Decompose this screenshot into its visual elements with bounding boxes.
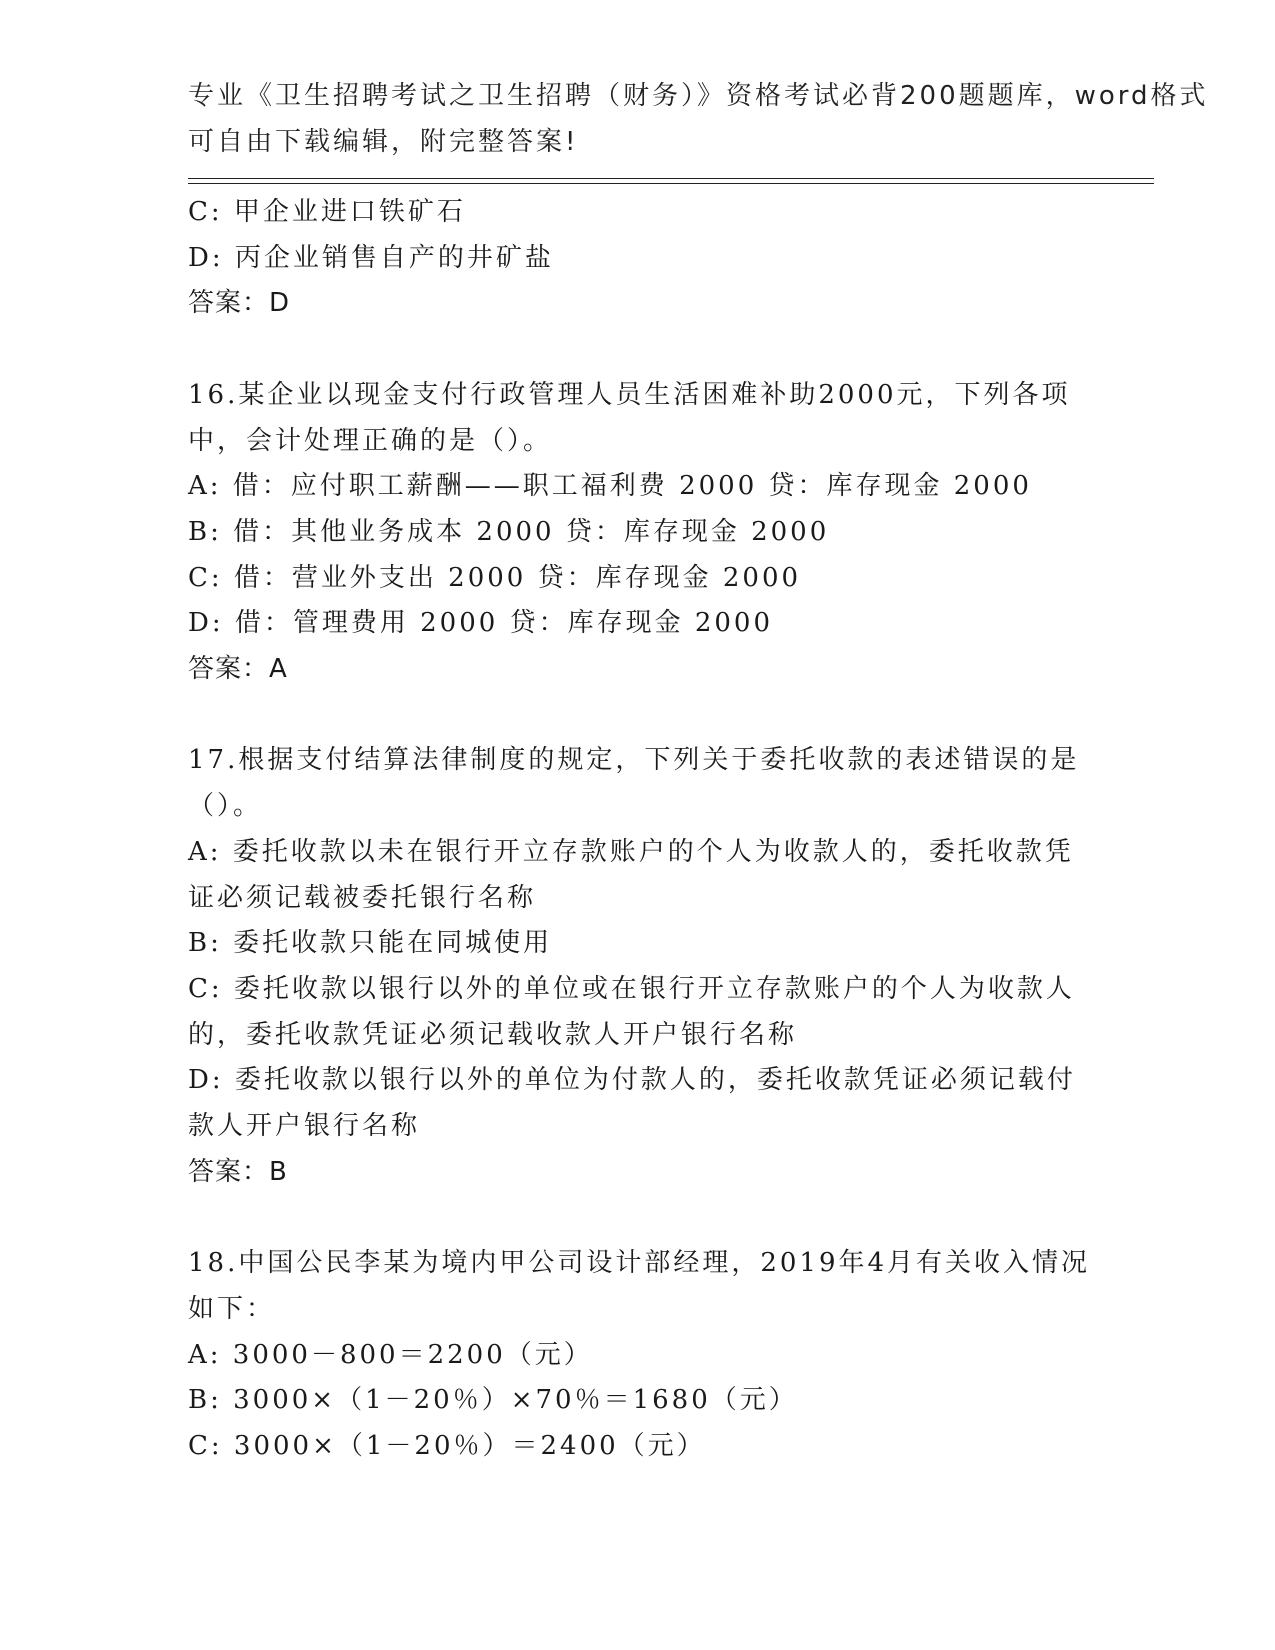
- header-line-2: 可自由下载编辑，附完整答案!: [188, 126, 579, 157]
- question-stem: 18.中国公民李某为境内甲公司设计部经理，2019年4月有关收入情况: [188, 1248, 1091, 1279]
- header-line-1: 专业《卫生招聘考试之卫生招聘（财务）》资格考试必背200题题库，word格式: [188, 81, 1209, 111]
- question-18: [188, 1241, 1091, 1470]
- answer: 答案：A: [188, 654, 288, 685]
- option-c: C: 借：营业外支出 2000 贷：库存现金 2000: [188, 562, 802, 593]
- option-d: D: 委托收款以银行以外的单位为付款人的，委托收款凭证必须记载付: [188, 1065, 1076, 1096]
- spacer: [188, 693, 1088, 739]
- header-divider-top: [188, 178, 1154, 179]
- answer: 答案：B: [188, 1156, 288, 1187]
- option-c: C: 甲企业进口铁矿石: [188, 197, 466, 227]
- option-c: C: 委托收款以银行以外的单位或在银行开立存款账户的个人为收款人: [188, 973, 1075, 1004]
- option-d: D: 借：管理费用 2000 贷：库存现金 2000: [188, 608, 774, 639]
- spacer: [188, 327, 1088, 373]
- question-stem-cont: 中，会计处理正确的是（）。: [188, 425, 553, 456]
- question-list: [188, 190, 1091, 1470]
- option-a: A: 委托收款以未在银行开立存款账户的个人为收款人的，委托收款凭: [188, 836, 1074, 867]
- question-stem-cont: 如下：: [188, 1293, 276, 1324]
- question-stem: 16.某企业以现金支付行政管理人员生活困难补助2000元，下列各项: [188, 379, 1071, 410]
- question-16: [188, 373, 1088, 693]
- option-b: B: 委托收款只能在同城使用: [188, 928, 553, 959]
- question-stem: 17.根据支付结算法律制度的规定，下列关于委托收款的表述错误的是: [188, 745, 1080, 776]
- option-c-cont: 的，委托收款凭证必须记载收款人开户银行名称: [188, 1019, 798, 1050]
- option-d-cont: 款人开户银行名称: [188, 1111, 421, 1142]
- option-a-cont: 证必须记载被委托银行名称: [188, 882, 537, 913]
- answer: 答案：D: [188, 288, 291, 319]
- option-a: A: 借：应付职工薪酬——职工福利费 2000 贷：库存现金 2000: [188, 471, 1032, 502]
- option-b: B: 借：其他业务成本 2000 贷：库存现金 2000: [188, 516, 830, 547]
- option-b: B: 3000×（1－20％）×70％＝1680（元）: [188, 1385, 798, 1416]
- question-17: [188, 738, 1088, 1195]
- option-a: A: 3000－800＝2200（元）: [188, 1339, 593, 1370]
- option-d: D: 丙企业销售自产的井矿盐: [188, 242, 554, 273]
- header-divider-bottom: [188, 183, 1154, 184]
- page-header: [188, 74, 1209, 165]
- option-c: C: 3000×（1－20％）＝2400（元）: [188, 1430, 706, 1461]
- question-15: [188, 190, 1088, 327]
- question-stem-cont: （）。: [188, 791, 263, 822]
- spacer: [188, 1195, 1088, 1241]
